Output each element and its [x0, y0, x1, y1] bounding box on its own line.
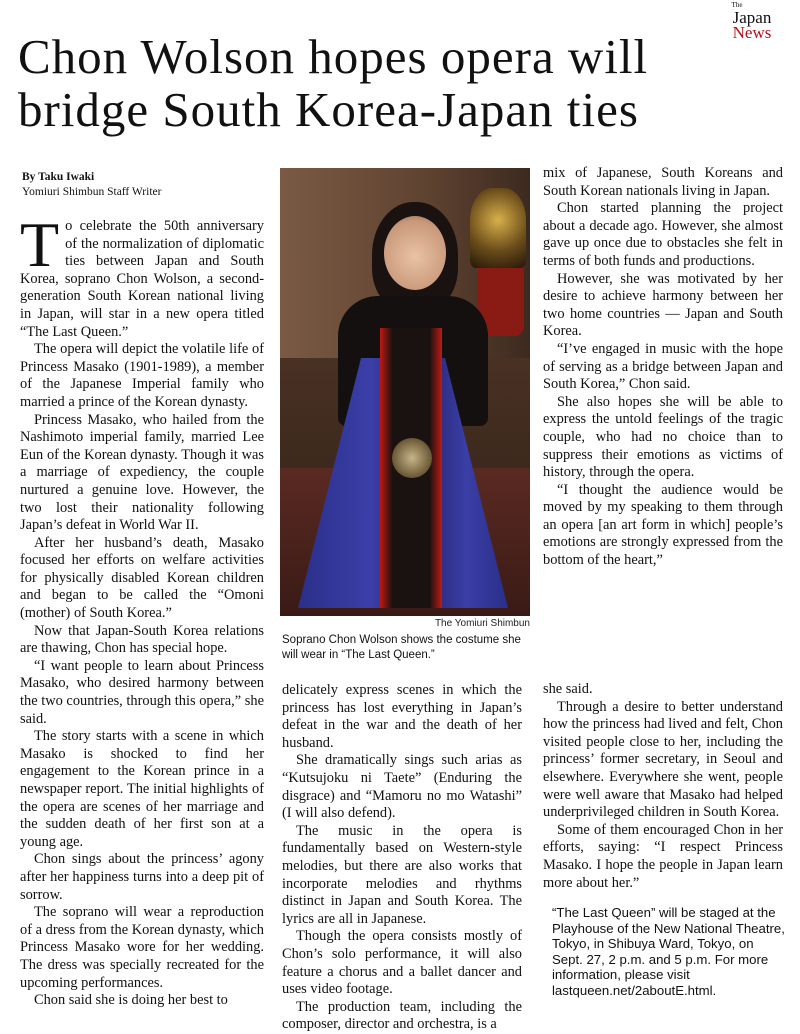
paragraph: “I’ve engaged in music with the hope of serving as a bridge between Japan and South Korea,” Chon said.: [543, 340, 783, 393]
paragraph: The production team, including the composer, director and orchestra, is a: [282, 998, 522, 1033]
paragraph: delicately express scenes in which the princess has lost everything in Japan’s defeat in the war and the death of her husband.: [282, 682, 522, 751]
masthead-the: The: [731, 1, 743, 9]
article-column-3-continued: [543, 681, 783, 892]
paragraph: mix of Japanese, South Koreans and South Korean nationals living in Japan.: [543, 165, 783, 199]
paragraph: The story starts with a scene in which Masako is shocked to find her engagement to the Korean prince in a newspaper report. The initial highlights of the opera are scenes of her marriage and the sudden death of her first son at a young age.: [20, 728, 264, 850]
photo-crown: [470, 188, 526, 268]
photo-medallion: [392, 438, 432, 478]
article-column-1: [20, 209, 264, 1010]
paragraph: She dramatically sings such arias as “Kutsujoku ni Taete” (Enduring the disgrace) and “Mamoru no mo Watashi” (I will also defend).: [282, 752, 522, 822]
photo-face: [384, 216, 446, 290]
byline-author: By Taku Iwaki: [22, 171, 95, 183]
paragraph: “I want people to learn about Princess Masako, who desired harmony between the two countries, through this opera,” she said.: [20, 657, 264, 727]
drop-cap: T: [20, 209, 60, 280]
paragraph: The opera will depict the volatile life of Princess Masako (1901-1989), a member of the Japanese Imperial family who married a prince of the Korean dynasty.: [20, 341, 264, 410]
paragraph: Chon said she is doing her best to: [34, 992, 228, 1009]
paragraph: “I thought the audience would be moved by my speaking to them through an opera [an art form in which] people’s emotions are strongly expressed from the bottom of the heart,”: [543, 481, 783, 569]
event-info-text: “The Last Queen” will be staged at the Playhouse of the New National Theatre, Tokyo, in Shibuya Ward, Tokyo, on Sept. 27, 2 p.m. and 5 p.m. For more information, please visit lastqueen.net/2aboutE.html.: [552, 905, 785, 998]
paragraph: Chon sings about the princess’ agony after her happiness turns into a deep pit of sorrow.: [20, 851, 264, 903]
paragraph: The soprano will wear a reproduction of a dress from the Korean dynasty, which Princess Masako wore for her wedding. The dress was specially recreated for the upcoming performances.: [20, 904, 264, 991]
byline-role: Yomiuri Shimbun Staff Writer: [22, 186, 162, 198]
paragraph: Princess Masako, who hailed from the Nashimoto imperial family, married Lee Eun of the Korean dynasty. Though it was a marriage of expediency, the couple nurtured a genuine love. However, the two lost their nationality following Japan’s defeat in World War II.: [20, 411, 264, 534]
byline: [22, 170, 161, 200]
paragraph: Some of them encouraged Chon in her efforts, saying: “I respect Princess Masako. I hope the people in Japan learn more about her.”: [543, 821, 783, 891]
paragraph: she said.: [543, 681, 593, 697]
paragraph: She also hopes she will be able to express the untold feelings of the tragic couple, who had no choice than to suppress their emotions as victims of history, through the opera.: [543, 393, 783, 481]
paragraph: However, she was motivated by her desire to achieve harmony between her two home countries — Japan and South Korea.: [543, 270, 783, 340]
paragraph: Chon started planning the project about a decade ago. However, she almost gave up once due to obstacles she felt in terms of both funds and productions.: [543, 200, 783, 269]
photo-credit: The Yomiuri Shimbun: [434, 618, 530, 629]
headline: Chon Wolson hopes opera will bridge South Korea-Japan ties: [18, 29, 649, 137]
paragraph: Through a desire to better understand how the princess had lived and felt, Chon visited people close to her, including the princess’ former secretary, in Seoul and elsewhere. Everywhere she went, people were well aware that Masako had helped underprivileged children in South Korea.: [543, 698, 783, 821]
article-column-2: [282, 682, 522, 1034]
paragraph: Though the opera consists mostly of Chon’s solo performance, it will also feature a chorus and a ballet dancer and uses video footage.: [282, 928, 522, 998]
article-column-3: [543, 165, 783, 570]
event-info-box: [552, 905, 788, 999]
photo-caption: Soprano Chon Wolson shows the costume she will wear in “The Last Queen.”: [282, 634, 521, 661]
masthead-japan: Japan: [732, 8, 772, 27]
masthead-news: News: [732, 23, 772, 42]
paragraph: Now that Japan-South Korea relations are thawing, Chon has special hope.: [20, 622, 264, 657]
paragraph-text: o celebrate the 50th anniversary of the normalization of diplomatic ties between Japan and South Korea, soprano Chon Wolson, a second-generation South Korean national living in Japan, will star in a new opera titled “The Last Queen.”: [20, 218, 264, 340]
article-photo: [280, 168, 530, 616]
paragraph: The music in the opera is fundamentally based on Western-style melodies, but there are also works that incorporate melodies and rhythms distinct in Japan and South Korea. The lyrics are all in Japanese.: [282, 822, 522, 927]
paragraph: After her husband’s death, Masako focused her efforts on welfare activities for physically disabled Korean children and began to be called the “Omoni (mother) of South Korea.”: [20, 534, 264, 622]
paragraph: [20, 209, 264, 341]
